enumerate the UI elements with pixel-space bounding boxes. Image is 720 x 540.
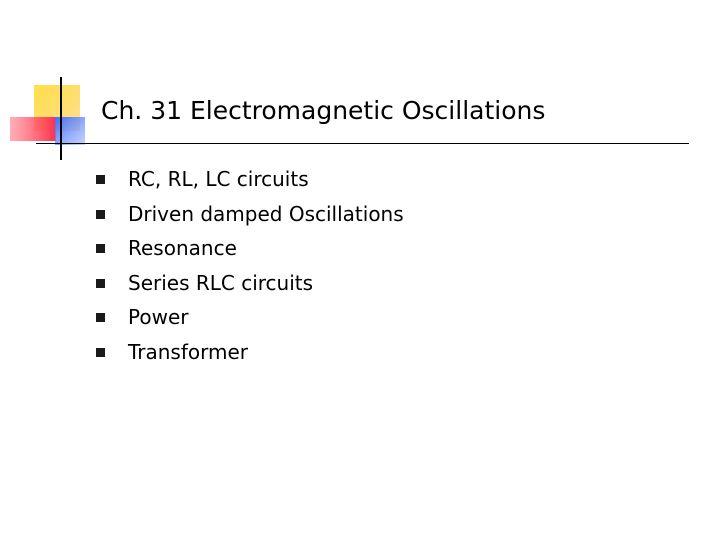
square-bullet-icon [96, 348, 105, 357]
decorative-vertical-line [60, 77, 62, 160]
square-bullet-icon [96, 175, 105, 184]
bullet-text: Series RLC circuits [128, 270, 314, 295]
bullet-text: Power [128, 305, 189, 330]
slide-title: Ch. 31 Electromagnetic Oscillations [101, 96, 546, 125]
square-bullet-icon [96, 279, 105, 288]
title-underline [36, 143, 689, 144]
square-bullet-icon [96, 244, 105, 253]
bullet-text: Resonance [128, 236, 237, 261]
bullet-text: Driven damped Oscillations [128, 201, 404, 226]
bullet-text: RC, RL, LC circuits [128, 167, 309, 191]
square-bullet-icon [96, 210, 105, 219]
bullet-text: Transformer [128, 339, 249, 364]
decorative-red-bar [10, 117, 56, 141]
square-bullet-icon [96, 313, 105, 322]
